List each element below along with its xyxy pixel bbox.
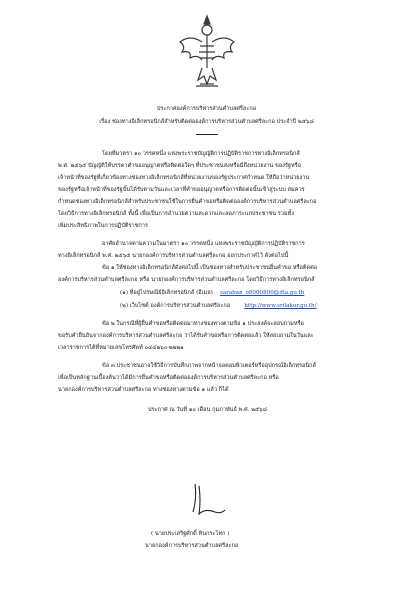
clause-2-line: ข้อ ๒ ในกรณีที่ผู้ยื่นคำขอหรือติดต่อมาทางช่องทางตามข้อ ๑ ประสงค์จะสอบถามหรือ [102,321,304,327]
channel-website [120,300,317,312]
garuda-emblem-icon [176,12,238,92]
paragraph-line: เจ้าหน้าที่ของรัฐที่เกี่ยวข้องทางช่องทางอิเล็กทรอนิกส์ที่หน่วยงานของรัฐประกาศกำหนด ให้ถือว่าหน่วยงาน [58,175,310,181]
signer-name: ( นายประเสริฐศักดิ์ ทินกระโทก ) [151,531,230,537]
clause-3-line: ข้อ ๓ ประชาชนอาจใช้วิธีการบันทึกภาพจากหน้าจอคอมพิวเตอร์หรืออุปกรณ์อิเล็กทรอนิกส์ [102,363,316,369]
clause-1-line: องค์การบริหารส่วนตำบลศรีละกอ หรือ นายกองค์การบริหารส่วนตำบลศรีละกอ โดยวิธีการทางอิเล็กทรอนิกส์ [58,277,315,283]
announcement-title: ประกาศองค์การบริหารส่วนตำบลศรีละกอ [156,106,257,112]
paragraph-line: โดยที่มาตรา ๑๐ วรรคหนึ่ง แห่งพระราชบัญญัติการปฏิบัติราชการทางอิเล็กทรอนิกส์ [102,151,300,157]
paragraph-line: โดยวิธีการทางอิเล็กทรอนิกส์ ทั้งนี้ เพื่อเป็นการอำนวยความสะดวกและลดภาระแก่ประชาชน รวมทั้ง [58,211,295,217]
handwritten-signature [175,478,235,522]
paragraph-line: ของรัฐหรือเจ้าหน้าที่ของรัฐนั้นได้รับตามวันและเวลาที่คำขออนุญาตหรือการติดต่อนั้นเข้าสู่ระบบ สมควร [58,187,305,193]
clause-2-line: ขอรับคำยืนยันจากองค์การบริหารส่วนตำบลศรีละกอ ว่าได้รับคำขอหรือการติดต่อแล้ว ให้สอบถามในวันและ [58,333,314,339]
paragraph-line: ทางอิเล็กทรอนิกส์ พ.ศ. ๒๕๖๕ นายกองค์การบริหารส่วนตำบลศรีละกอ ออกประกาศไว้ ดังต่อไปนี้ [58,253,289,259]
clause-3-line: นายกองค์การบริหารส่วนตำบลศรีละกอ ทางช่องทางตามข้อ ๑ แล้ว ก็ได้ [58,387,229,393]
paragraph-line: เพิ่มประสิทธิภาพในการปฏิบัติราชการ [58,223,148,229]
paragraph-line: พ.ศ. ๒๕๖๕ บัญญัติให้บรรดาคำขออนุญาตหรือติดต่อใดๆ ที่ประชาชนส่งหรือมีถึงหน่วยงาน ของรัฐหรือ [58,163,302,169]
signer-position: นายกองค์การบริหารส่วนตำบลศรีละกอ [145,543,239,549]
paragraph-line: กำหนดช่องทางอิเล็กทรอนิกส์สำหรับประชาชนใช้ในการยื่นคำขอหรือติดต่อองค์การบริหารส่วนตำบลศรีละกอ [58,199,317,205]
announcement-subject: เรื่อง ช่องทางอิเล็กทรอนิกส์สำหรับติดต่อองค์การบริหารส่วนตำบลศรีละกอ ประจำปี ๒๕๖๘ [99,119,314,125]
announcement-date: ประกาศ ณ วันที่ ๑๐ เดือน กุมภาพันธ์ พ.ศ. ๒๕๖๘ [148,407,268,413]
email-link[interactable]: saraban_o8000800@dla.go.th [219,290,305,296]
paragraph-line: อาศัยอำนาจตามความในมาตรา ๑๐ วรรคหนึ่ง แห่งพระราชบัญญัติการปฏิบัติราชการ [102,241,305,247]
clause-1-line: ข้อ ๑ ให้ช่องทางอิเล็กทรอนิกส์ดังต่อไปนี้ เป็นช่องทางสำหรับประชาชนยื่นคำขอ หรือติดต่อ [102,265,318,271]
channel-website-label: (๒) เว็บไซต์ องค์การบริหารส่วนตำบลศรีละกอ [120,303,231,309]
website-link[interactable]: http://www.srilakor.go.th/ [244,303,317,309]
channel-email [120,287,304,299]
clause-3-line: เพื่อเป็นหลักฐานเบื้องต้นว่าได้มีการยื่นคำขอหรือติดต่อองค์การบริหารส่วนตำบลศรีละกอ หรือ [58,375,279,381]
divider [196,134,218,135]
clause-2-line: เวลาราชการได้ที่หมายเลขโทรศัพท์ ๐๔๔๒๖๐-๒๒๒๑ [58,345,184,351]
channel-email-label: (๑) ที่อยู่ไปรษณีย์อิเล็กทรอนิกส์ (อีเมล) [120,290,213,296]
